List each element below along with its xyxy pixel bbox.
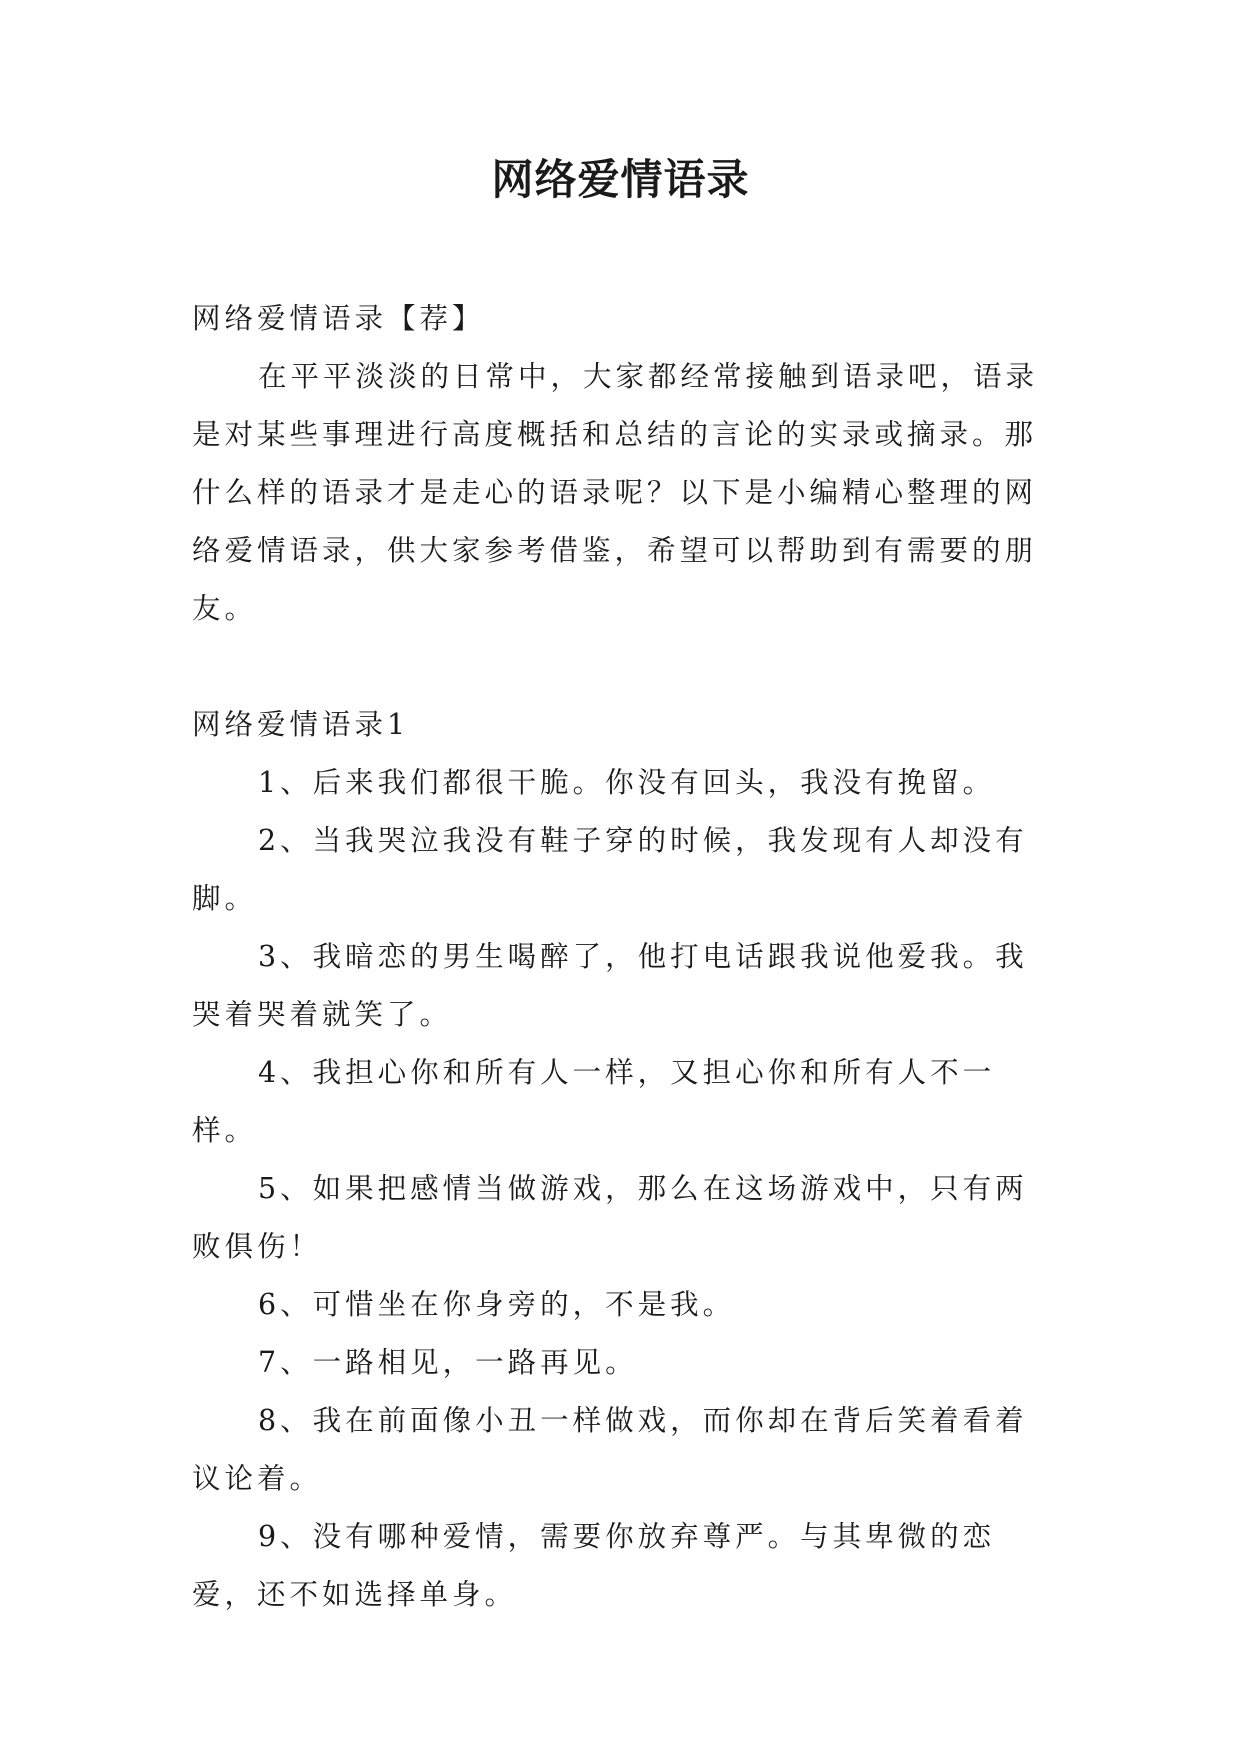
quote-item: 9、没有哪种爱情，需要你放弃尊严。与其卑微的恋爱，还不如选择单身。 [192,1520,996,1611]
quote-item: 2、当我哭泣我没有鞋子穿的时候，我发现有人却没有脚。 [192,824,1028,915]
document-heading: 网络爱情语录【荐】 [192,302,485,335]
section-title: 网络爱情语录1 [192,708,410,741]
quote-item: 5、如果把感情当做游戏，那么在这场游戏中，只有两败俱伤！ [192,1172,1028,1263]
section-spacer [192,638,1052,696]
quote-item: 8、我在前面像小丑一样做戏，而你却在背后笑着看着议论着。 [192,1404,1028,1495]
document-title: 网络爱情语录 [491,155,750,204]
quote-item: 3、我暗恋的男生喝醉了，他打电话跟我说他爱我。我哭着哭着就笑了。 [192,940,1028,1031]
quote-item: 1、后来我们都很干脆。你没有回头，我没有挽留。 [258,766,996,799]
quote-item: 7、一路相见，一路再见。 [258,1346,638,1379]
document-body [192,290,1052,1624]
intro-paragraph: 在平平淡淡的日常中，大家都经常接触到语录吧，语录是对某些事理进行高度概括和总结的言论的实录或摘录。那什么样的语录才是走心的语录呢？以下是小编精心整理的网络爱情语录，供大家参考借鉴，希望可以帮助到有需要的朋友。 [192,360,1039,625]
quote-item: 4、我担心你和所有人一样，又担心你和所有人不一样。 [192,1056,996,1147]
quote-item: 6、可惜坐在你身旁的，不是我。 [258,1288,736,1321]
